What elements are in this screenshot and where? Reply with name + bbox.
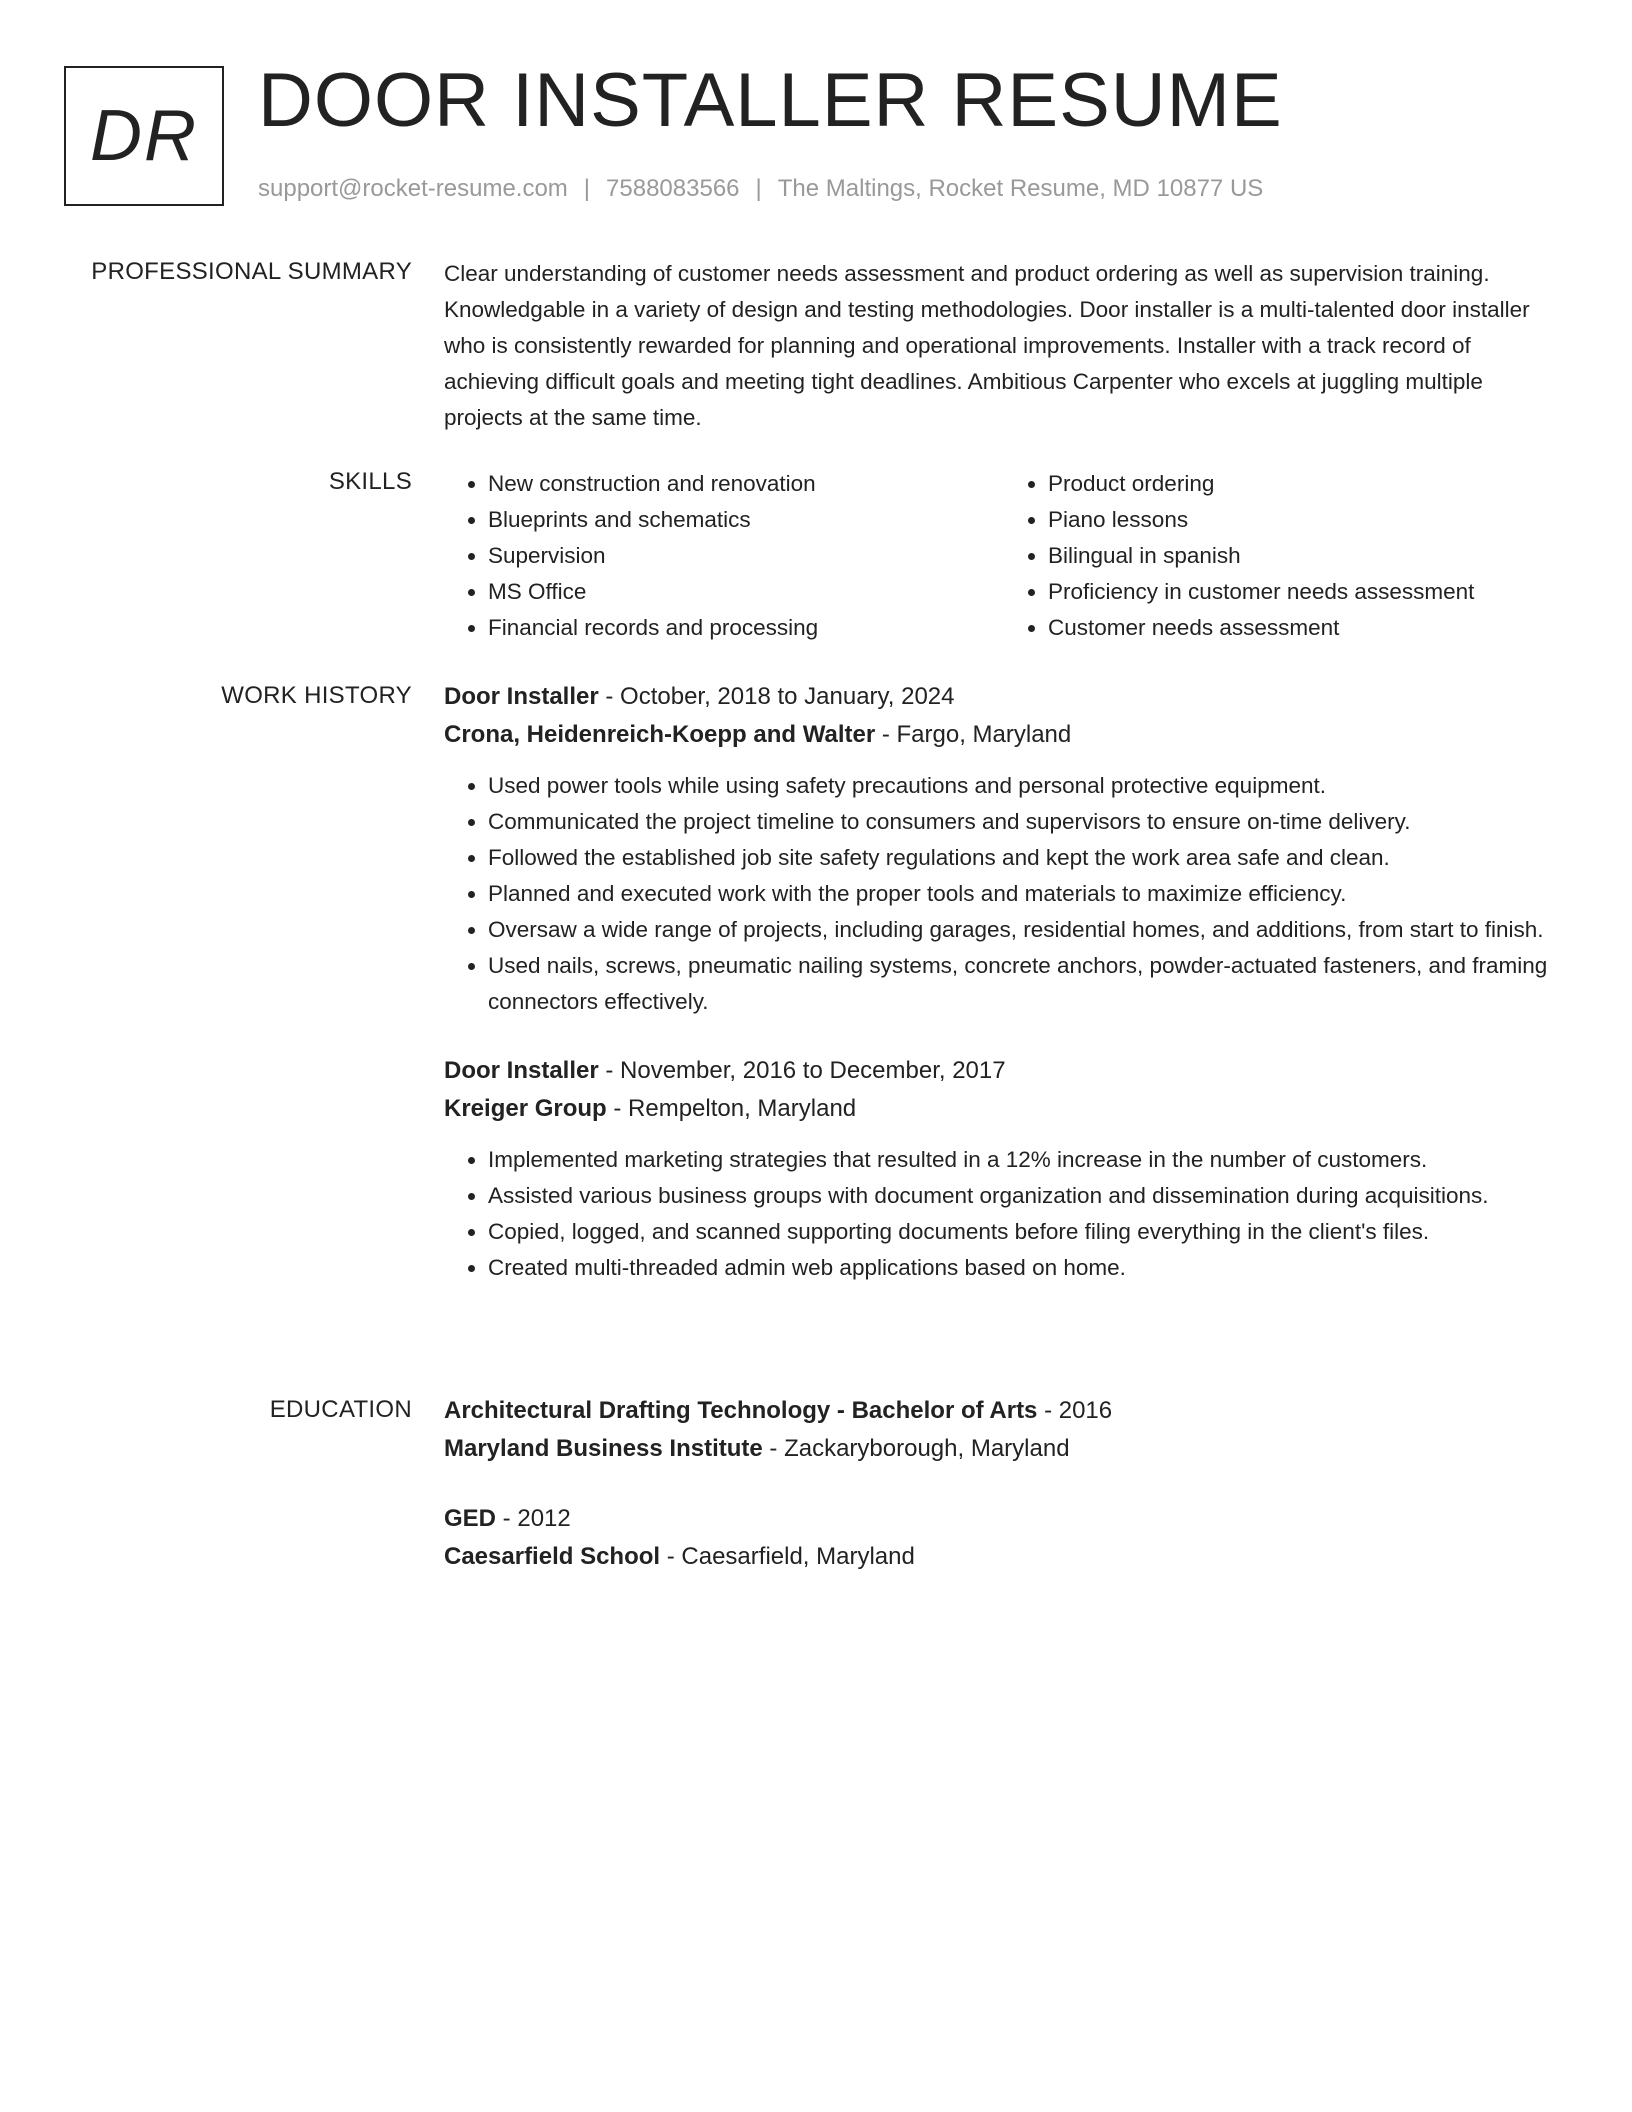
school: Caesarfield School: [444, 1543, 661, 1570]
job-bullet: • Communicated the project timeline to consumers and supervisors to ensure on-time delivery.: [488, 804, 1564, 840]
contact-line: [258, 174, 1263, 204]
skills-heading: SKILLS: [328, 468, 412, 495]
job-bullet: • Used nails, screws, pneumatic nailing systems, concrete anchors, powder-actuated fasteners, and framing connectors effectively.: [488, 948, 1564, 1020]
skill-item: • Product ordering: [1048, 466, 1564, 502]
job-location: - Fargo, Maryland: [875, 721, 1072, 748]
skills-list-left: [444, 466, 1004, 646]
degree-year: - 2016: [1037, 1397, 1113, 1424]
job-company: Kreiger Group: [444, 1095, 607, 1122]
monogram-logo: DR: [64, 66, 224, 206]
summary-heading: PROFESSIONAL SUMMARY: [91, 258, 412, 285]
degree-line: [444, 1392, 1564, 1430]
job-entry: [444, 1052, 1564, 1286]
skill-item: • Piano lessons: [1048, 502, 1564, 538]
job-bullet: • Used power tools while using safety precautions and personal protective equipment.: [488, 768, 1564, 804]
school-line: [444, 1430, 1564, 1468]
skill-item: • Proficiency in customer needs assessment: [1048, 574, 1564, 610]
skill-item: • MS Office: [488, 574, 1004, 610]
job-bullet: • Planned and executed work with the proper tools and materials to maximize efficiency.: [488, 876, 1564, 912]
skill-item: • Financial records and processing: [488, 610, 1004, 646]
education-heading: EDUCATION: [269, 1396, 412, 1423]
skill-item: • Bilingual in spanish: [1048, 538, 1564, 574]
job-title-line: [444, 1052, 1564, 1090]
skill-item: • Blueprints and schematics: [488, 502, 1004, 538]
job-bullets: [444, 768, 1564, 1020]
job-bullet: • Oversaw a wide range of projects, including garages, residential homes, and additions, from start to finish.: [488, 912, 1564, 948]
degree: GED: [444, 1505, 497, 1532]
contact-separator: |: [583, 175, 591, 202]
school-line: [444, 1538, 1564, 1576]
contact-phone[interactable]: 7588083566: [606, 175, 740, 202]
job-bullets: [444, 1142, 1564, 1286]
skill-item: • Customer needs assessment: [1048, 610, 1564, 646]
job-bullet: • Copied, logged, and scanned supporting documents before filing everything in the client's files.: [488, 1214, 1564, 1250]
job-entry: [444, 678, 1564, 1020]
job-dates: - October, 2018 to January, 2024: [598, 683, 955, 710]
school-location: - Caesarfield, Maryland: [660, 1543, 915, 1570]
skill-item: • Supervision: [488, 538, 1004, 574]
contact-separator: |: [755, 175, 762, 202]
job-bullet: • Followed the established job site safety regulations and kept the work area safe and clean.: [488, 840, 1564, 876]
work-history-heading: WORK HISTORY: [221, 682, 412, 709]
education-entry: [444, 1392, 1564, 1468]
degree-year: - 2012: [496, 1505, 571, 1532]
school: Maryland Business Institute: [444, 1435, 763, 1462]
resume-title: DOOR INSTALLER RESUME: [258, 58, 1283, 143]
degree: Architectural Drafting Technology - Bachelor of Arts: [444, 1397, 1038, 1424]
summary-text: Clear understanding of customer needs assessment and product ordering as well as supervision training. Knowledgable in a variety of design and testing methodologies. Door installer is a multi-talented door installer who is consistently rewarded for planning and operational improvements. Installer with a track record of achieving difficult goals and meeting tight deadlines. Ambitious Carpenter who excels at juggling multiple projects at the same time.: [444, 261, 1530, 430]
education-entry: [444, 1500, 1564, 1576]
job-location: - Rempelton, Maryland: [606, 1095, 857, 1122]
degree-line: [444, 1500, 1564, 1538]
job-dates: - November, 2016 to December, 2017: [598, 1057, 1006, 1084]
job-bullet: • Created multi-threaded admin web applications based on home.: [488, 1250, 1564, 1286]
job-title: Door Installer: [444, 1057, 599, 1084]
job-title-line: [444, 678, 1564, 716]
contact-email[interactable]: support@rocket-resume.com: [258, 175, 568, 202]
job-title: Door Installer: [444, 683, 599, 710]
school-location: - Zackaryborough, Maryland: [762, 1435, 1070, 1462]
job-bullet: • Assisted various business groups with document organization and dissemination during acquisitions.: [488, 1178, 1564, 1214]
job-company-line: [444, 716, 1564, 754]
job-bullet: • Implemented marketing strategies that resulted in a 12% increase in the number of customers.: [488, 1142, 1564, 1178]
skill-item: • New construction and renovation: [488, 466, 1004, 502]
skills-list-right: [1004, 466, 1564, 646]
contact-address: The Maltings, Rocket Resume, MD 10877 US: [777, 175, 1264, 202]
job-company-line: [444, 1090, 1564, 1128]
job-company: Crona, Heidenreich-Koepp and Walter: [444, 721, 876, 748]
